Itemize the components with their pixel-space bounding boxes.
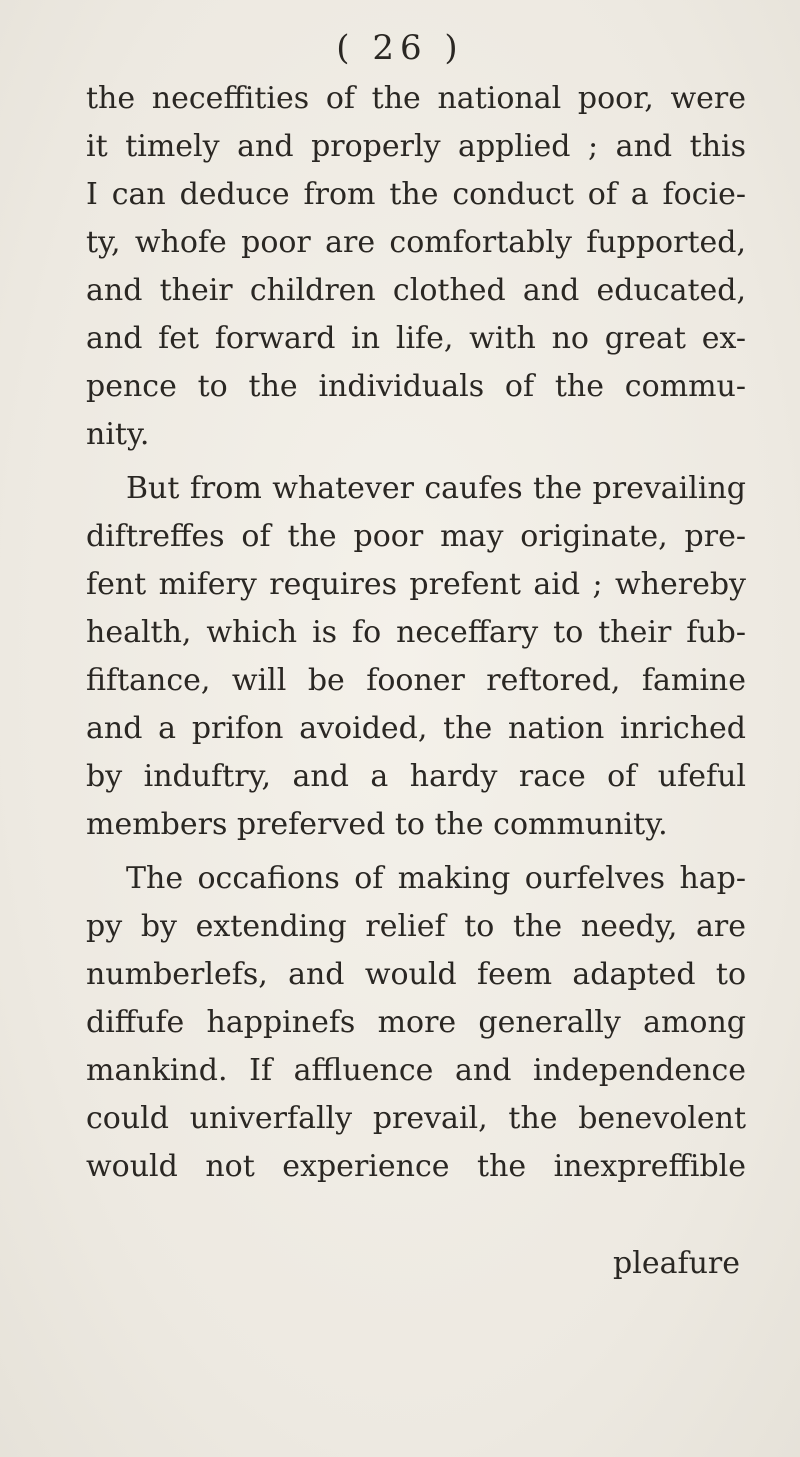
text-line: could univerfally prevail, the benevolent xyxy=(86,1101,746,1136)
text-line: ty, whofe poor are comfortably fupported, xyxy=(86,225,746,260)
text-line: by induftry, and a hardy race of ufeful xyxy=(86,759,746,794)
text-line: and their children clothed and educated, xyxy=(86,273,746,308)
text-line: and fet forward in life, with no great ex- xyxy=(86,321,746,356)
text-line: and a prifon avoided, the nation inriched xyxy=(86,711,746,746)
text-line: I can deduce from the conduct of a focie- xyxy=(86,177,746,212)
page-number: ( 26 ) xyxy=(336,28,464,68)
text-line: The occafions of making ourfelves hap- xyxy=(126,861,746,896)
paragraph-3 xyxy=(86,855,746,1191)
text-line: diftreffes of the poor may originate, pre- xyxy=(86,519,746,554)
text-line: health, which is fo neceffary to their fub- xyxy=(86,615,746,650)
text-line: numberlefs, and would feem adapted to xyxy=(86,957,746,992)
text-line: py by extending relief to the needy, are xyxy=(86,909,746,944)
text-line: But from whatever caufes the prevailing xyxy=(126,471,746,506)
text-line: pence to the individuals of the commu- xyxy=(86,369,746,404)
text-line: diffufe happinefs more generally among xyxy=(86,1005,746,1040)
text-line: it timely and properly applied ; and this xyxy=(86,129,746,164)
text-line: fent mifery requires prefent aid ; whereby xyxy=(86,567,746,602)
text-line: members preferved to the community. xyxy=(86,807,668,842)
paragraph-2 xyxy=(86,465,746,849)
text-line: nity. xyxy=(86,417,150,452)
text-line: the neceffities of the national poor, were xyxy=(86,81,746,116)
text-line: mankind. If affluence and independence xyxy=(86,1053,746,1088)
text-line: would not experience the inexpreffible xyxy=(86,1149,746,1184)
catchword: pleafure xyxy=(613,1246,740,1281)
text-line: fiftance, will be fooner reftored, famine xyxy=(86,663,746,698)
paragraph-1 xyxy=(86,75,746,459)
